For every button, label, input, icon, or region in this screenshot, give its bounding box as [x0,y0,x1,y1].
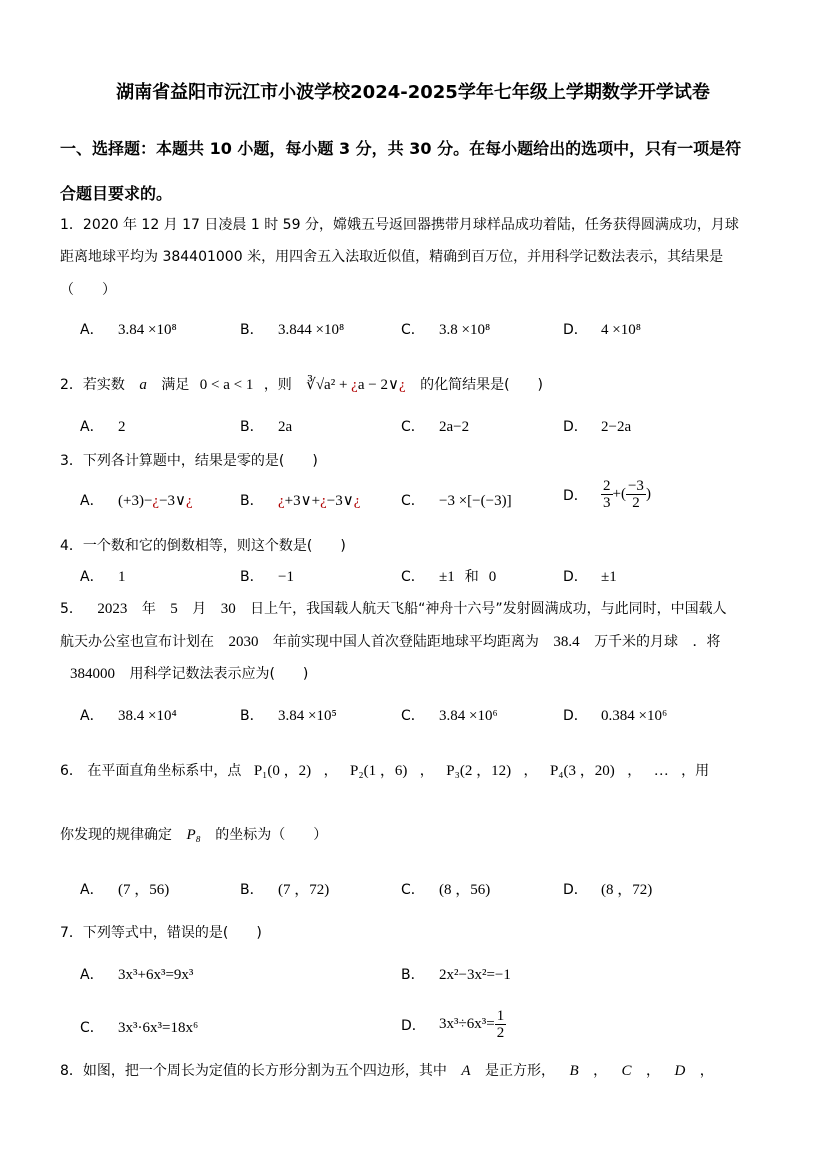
q5-text: 航天办公室也宣布计划在 [60,634,214,650]
q2-text: ，则 [263,377,292,393]
option-text: 2−2a [601,419,632,435]
q6-sep: ， [523,763,538,779]
q8-sep: ， [593,1063,608,1079]
q2-option-d[interactable] [563,416,631,436]
q6-option-c[interactable] [401,878,490,899]
option-text: 3x³÷6x³= [439,1016,495,1032]
q4-option-b[interactable] [240,566,294,586]
option-label: A． [80,967,104,983]
option-label: A． [80,493,104,509]
q3-stem: 3．下列各计算题中，结果是零的是( ) [60,453,318,469]
q7-stem: 7．下列等式中，错误的是( ) [60,925,262,941]
q2-text: 2．若实数 [60,377,125,393]
q5-text: 万千米的月球 [594,634,679,650]
option-text: ±1 [439,569,455,585]
q4-option-d[interactable] [563,566,617,586]
option-text: +3∨+ [284,493,321,509]
q1-option-d[interactable] [563,319,641,339]
q6-line2 [60,824,327,844]
q8-var-c: C [621,1063,632,1079]
q5-option-b[interactable] [240,705,337,725]
numerator: 2 [603,478,611,494]
q4-option-c[interactable] [401,566,496,586]
option-text: (7 ，72) [278,882,330,898]
option-label: A． [80,322,104,338]
option-text: (+3)− [118,493,153,509]
q5-distance: 38.4 [553,634,580,650]
option-text: (8 ，72) [601,882,653,898]
option-label: B． [240,493,264,509]
q5-day: 30 [220,601,236,617]
q6-text: ，用 [681,763,710,779]
option-text: −3∨ [326,493,354,509]
option-glyph: ¿ [353,493,361,509]
option-label: B． [240,882,264,898]
q5-option-c[interactable] [401,705,498,725]
option-text: 3.8 ×10⁸ [439,322,491,338]
q4-stem: 4．一个数和它的倒数相等，则这个数是( ) [60,538,346,554]
option-text: (8 ，56) [439,882,491,898]
q5-option-a[interactable] [80,705,177,725]
q6-point: P₁(0 ，2) [253,763,312,779]
q5-text: 月 [192,601,207,617]
q6-point: P₃(2 ，12) [446,763,512,779]
q8-sep: ， [645,1063,660,1079]
q1-option-c[interactable] [401,319,490,339]
q8-var-a: A [461,1063,471,1079]
option-label: A． [80,569,104,585]
q3-option-c[interactable] [401,490,512,510]
option-text: ±1 [601,569,617,585]
option-text: +( [612,486,626,502]
option-text: 2 [118,419,126,435]
fraction [601,478,613,511]
page-title: 湖南省益阳市沅江市小波学校2024-2025学年七年级上学期数学开学试卷 [116,82,710,103]
option-text: (7 ，56) [118,882,170,898]
q5-text: ．将 [692,634,721,650]
option-text: −1 [278,569,294,585]
option-label: D． [563,569,588,585]
section-heading: 一、选择题：本题共 10 小题，每小题 3 分，共 30 分。在每小题给出的选项中，只有一项是符 [60,139,742,158]
q6-option-a[interactable] [80,878,169,899]
q5-line1 [60,598,727,618]
option-label: D． [401,1017,426,1034]
denominator: 2 [496,1025,505,1041]
option-label: A． [80,882,104,898]
q8-sep: ， [699,1063,714,1079]
q7-option-d[interactable] [401,1008,506,1041]
option-text: 2a−2 [439,419,470,435]
option-label: B． [240,322,264,338]
q1-option-a[interactable] [80,319,177,339]
option-text: 3.84 ×10⁵ [278,708,337,724]
denominator: 3 [603,495,611,511]
q2-stem [60,374,543,394]
q5-year: 2023 [97,601,128,617]
option-label: A． [80,419,104,435]
q1-option-b[interactable] [240,319,344,339]
option-label: C． [401,708,425,724]
q3-option-d[interactable] [563,478,651,511]
q6-option-d[interactable] [563,878,652,899]
q7-option-c[interactable] [80,1017,198,1037]
q5-text: 日上午，我国载人航天飞船“神舟十六号”发射圆满成功，与此同时，中国载人 [250,601,727,617]
q6-sep: ， [419,763,434,779]
option-label: D． [563,708,588,724]
option-label: C． [80,1020,104,1036]
q2-condition: 0 < a < 1 [199,377,254,393]
q3-option-b[interactable] [240,490,360,510]
q6-sep: ， [627,763,642,779]
option-label: D． [563,882,588,898]
q3-option-a[interactable] [80,490,193,510]
option-label: D． [563,419,588,435]
option-label: B． [240,708,264,724]
option-text: 38.4 ×10⁴ [118,708,177,724]
numerator: −3 [627,478,644,494]
denominator: 2 [632,495,640,511]
q6-ellipsis: … [653,763,669,779]
q6-text: 6． 在平面直角坐标系中，点 [60,763,242,779]
option-text: 1 [118,569,126,585]
q8-var-d: D [674,1063,686,1079]
option-text: 3.84 ×10⁶ [439,708,498,724]
q2-expr: ∛√a² + [306,377,352,393]
option-text: 3x³·6x³=18x⁶ [118,1020,199,1036]
q2-expr-glyph: ¿ [398,377,406,393]
option-label: C． [401,322,425,338]
q6-text: 你发现的规律确定 [60,827,172,843]
q5-text: 年 [141,601,156,617]
option-text: −3 ×[−(−3)] [439,493,512,509]
q2-option-a[interactable] [80,416,126,436]
q5-month: 5 [170,601,178,617]
option-text: 3.844 ×10⁸ [278,322,345,338]
option-label: B． [401,967,425,983]
option-label: D． [563,322,588,338]
option-label: B． [240,569,264,585]
option-label: C． [401,419,425,435]
q5-text: 用科学记数法表示应为( ) [129,666,309,682]
q5-option-d[interactable] [563,705,667,725]
q1-line1: 1．2020 年 12 月 17 日凌晨 1 时 59 分，嫦娥五号返回器携带月球样品成功着陆，任务获得圆满成功，月球 [60,217,739,233]
q1-line3: （ ） [60,282,116,298]
option-text: ) [645,486,651,502]
q6-option-b[interactable] [240,878,329,899]
q2-option-b[interactable] [240,416,292,436]
option-label: D． [563,487,588,504]
q2-expr-glyph: ¿ [351,377,358,393]
q2-expr: a − 2∨ [357,377,399,393]
option-glyph: ¿ [152,493,160,509]
q5-text: 5． [60,601,83,617]
option-text: 2a [278,419,293,435]
option-label: A． [80,708,104,724]
option-text: 2x²−3x²=−1 [439,967,511,983]
option-text: 0.384 ×10⁶ [601,708,668,724]
option-text: 3x³+6x³=9x³ [118,967,194,983]
fraction [626,478,646,511]
q2-var: a [139,377,147,393]
q5-year2: 2030 [228,634,259,650]
q7-option-a[interactable] [80,964,193,984]
fraction [495,1008,507,1041]
section-heading-cont: 合题目要求的。 [60,184,173,203]
q6-line1 [60,759,709,780]
q7-option-b[interactable] [401,964,511,984]
q6-point: P₂(1 ，6) [350,763,408,779]
q2-text: 满足 [161,377,190,393]
option-glyph: ¿ [186,493,193,509]
q2-option-c[interactable] [401,416,469,436]
q6-p8: P₈ [186,827,201,843]
option-text: 0 [488,569,497,585]
q8-text: 是正方形， [484,1063,555,1079]
q5-text: 年前实现中国人首次登陆距地球平均距离为 [272,634,539,650]
option-glyph: ¿ [320,493,327,509]
numerator: 1 [496,1008,505,1024]
q4-option-a[interactable] [80,566,126,586]
q8-var-b: B [569,1063,579,1079]
q8-text: 8．如图，把一个周长为定值的长方形分割为五个四边形，其中 [60,1063,447,1079]
option-text: 和 [464,569,479,585]
q5-number: 384000 [70,666,115,682]
q8-line1 [60,1060,714,1080]
option-label: C． [401,493,425,509]
q5-line2 [60,631,721,651]
q6-sep: ， [323,763,338,779]
q6-text: 的坐标为（ ） [215,827,328,843]
option-label: C． [401,569,425,585]
option-label: C． [401,882,425,898]
q5-line3 [60,663,308,683]
option-text: −3∨ [159,493,187,509]
option-glyph: ¿ [278,493,285,509]
q2-text: 的化简结果是( ) [420,377,544,393]
q6-point: P₄(3 ，20) [549,763,615,779]
option-text: 3.84 ×10⁸ [118,322,177,338]
q1-line2: 距离地球平均为 384401000 米，用四舍五入法取近似值，精确到百万位，并用科学记数法表示，其结果是 [60,249,724,265]
option-label: B． [240,419,264,435]
option-text: 4 ×10⁸ [601,322,641,338]
